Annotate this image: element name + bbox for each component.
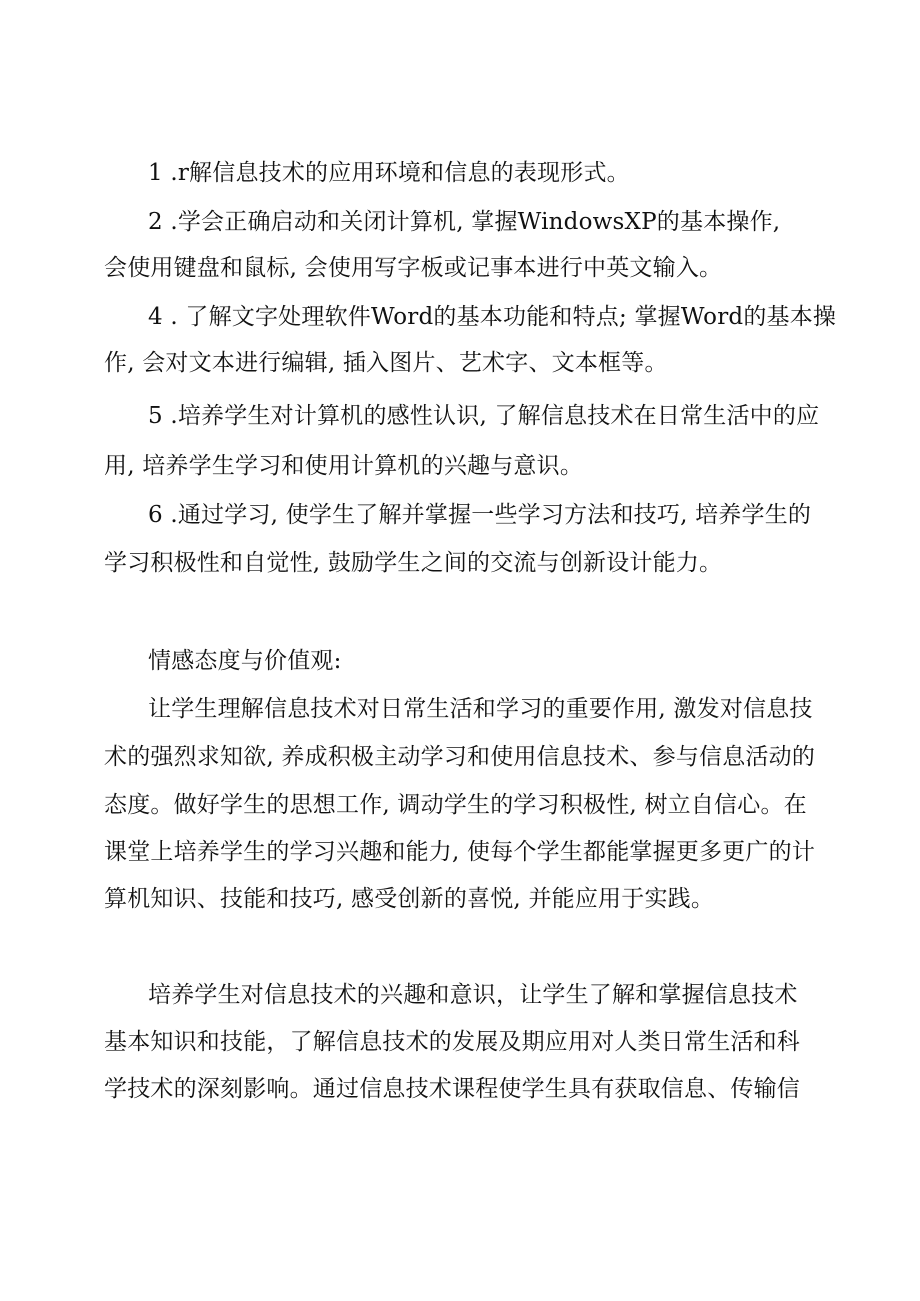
objective-6-line-1: 6 .通过学习, 使学生了解并掌握一些学习方法和技巧, 培养学生的 [148, 502, 812, 528]
goal-line-2: 基本知识和技能，了解信息技术的发展及期应用对人类日常生活和科 [104, 1029, 800, 1055]
goal-line-3: 学技术的深刻影响。通过信息技术课程使学生具有获取信息、传输信 [104, 1076, 800, 1102]
attitude-line-4: 课堂上培养学生的学习兴趣和能力, 使每个学生都能掌握更多更广的计 [104, 839, 816, 865]
objective-1-line-1: 1 .r解信息技术的应用环境和信息的表现形式。 [148, 160, 630, 186]
objective-4-line-2: 作, 会对文本进行编辑, 插入图片、艺术字、文本框等。 [104, 350, 668, 376]
objective-2-line-2: 会使用键盘和鼠标, 会使用写字板或记事本进行中英文输入。 [104, 255, 723, 281]
attitude-line-1: 让学生理解信息技术对日常生活和学习的重要作用, 激发对信息技 [148, 696, 813, 722]
objective-5-line-1: 5 .培养学生对计算机的感性认识, 了解信息技术在日常生活中的应 [148, 403, 820, 429]
objective-2-line-1: 2 .学会正确启动和关闭计算机, 掌握WindowsXP的基本操作, [148, 209, 781, 235]
attitude-line-2: 术的强烈求知欲, 养成积极主动学习和使用信息技术、参与信息活动的 [104, 744, 816, 770]
attitude-heading: 情感态度与价值观: [148, 648, 342, 674]
objective-6-line-2: 学习积极性和自觉性, 鼓励学生之间的交流与创新设计能力。 [104, 550, 723, 576]
attitude-line-3: 态度。做好学生的思想工作, 调动学生的学习积极性, 树立自信心。在 [104, 792, 807, 818]
attitude-line-5: 算机知识、技能和技巧, 感受创新的喜悦, 并能应用于实践。 [104, 886, 715, 912]
goal-line-1: 培养学生对信息技术的兴趣和意识，让学生了解和掌握信息技术 [148, 982, 798, 1008]
objective-4-line-1: 4 . 了解文字处理软件Word的基本功能和特点; 掌握Word的基本操 [148, 304, 837, 330]
objective-5-line-2: 用, 培养学生学习和使用计算机的兴趣与意识。 [104, 453, 584, 479]
